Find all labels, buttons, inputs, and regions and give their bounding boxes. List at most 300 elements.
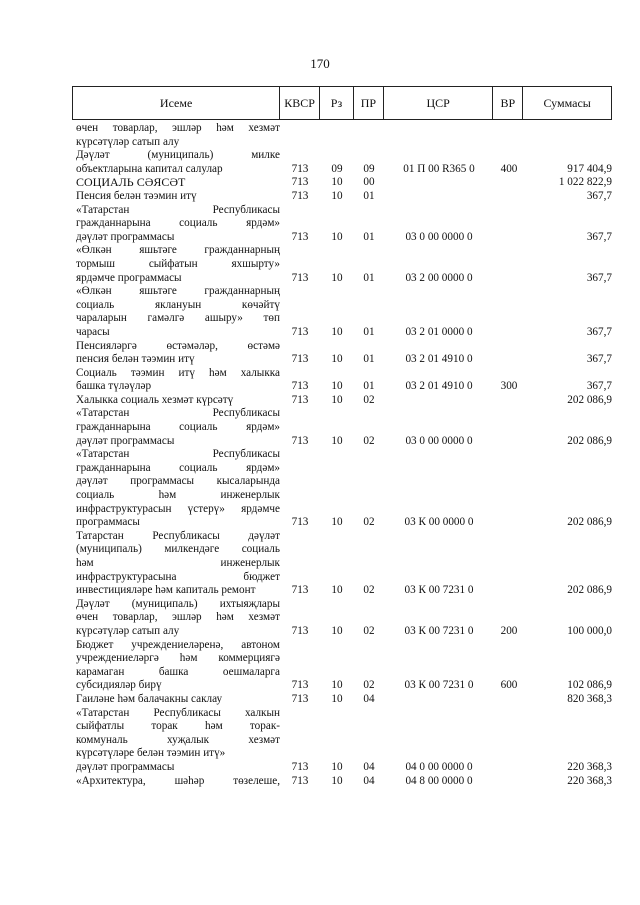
cell-kvsr [280, 720, 320, 734]
cell-csr: 03 К 00 7231 0 [404, 584, 474, 597]
cell-vr [494, 394, 524, 408]
table-row [76, 693, 612, 707]
cell-rz [320, 149, 354, 163]
cell-vr [494, 652, 524, 666]
table-row [76, 421, 612, 435]
cell-rz [320, 258, 354, 272]
cell-pr: 02 [363, 679, 375, 692]
cell-name: тормыш сыйфатын яхшырту» [76, 257, 280, 270]
header-rz: Рз [320, 87, 354, 119]
cell-pr [354, 136, 384, 150]
cell-sum: 202 086,9 [567, 584, 612, 597]
cell-name: субсидияләр бирү [76, 679, 162, 692]
cell-sum [524, 734, 612, 748]
table-row [76, 666, 612, 680]
cell-csr: 04 8 00 0000 0 [405, 774, 473, 787]
cell-csr [384, 312, 494, 326]
cell-name: күрсәтүләр сатып алу [76, 135, 180, 148]
cell-rz: 10 [331, 679, 343, 692]
cell-csr [384, 571, 494, 585]
cell-vr [494, 326, 524, 340]
cell-csr [384, 475, 494, 489]
cell-name: чараларын гамәлгә ашыру» төп [76, 312, 280, 325]
table-row [76, 475, 612, 489]
cell-name: Социаль тәэмин итү һәм халыкка [76, 366, 280, 379]
cell-pr [354, 530, 384, 544]
cell-csr [384, 707, 494, 721]
cell-name: программасы [76, 516, 140, 529]
cell-vr [494, 693, 524, 707]
cell-csr [384, 421, 494, 435]
cell-pr [354, 421, 384, 435]
cell-name: (муниципаль) милкендәге социаль [76, 543, 280, 556]
cell-sum [524, 448, 612, 462]
cell-vr [494, 503, 524, 517]
cell-pr: 09 [363, 162, 375, 175]
cell-name: инфраструктурасын үстерү» ярдәмче [76, 502, 280, 515]
cell-csr: 03 0 00 0000 0 [405, 230, 473, 243]
cell-sum [524, 204, 612, 218]
cell-kvsr: 713 [291, 189, 309, 202]
cell-csr [384, 734, 494, 748]
cell-kvsr [280, 707, 320, 721]
cell-csr [384, 747, 494, 761]
cell-vr [494, 598, 524, 612]
cell-kvsr: 713 [291, 774, 309, 787]
cell-csr [384, 543, 494, 557]
cell-kvsr [280, 611, 320, 625]
cell-sum [524, 666, 612, 680]
table-row [76, 557, 612, 571]
cell-name: чарасы [76, 325, 110, 338]
cell-rz [320, 421, 354, 435]
table-row [76, 407, 612, 421]
cell-name: Пенсия белән тәэмин итү [76, 189, 197, 202]
cell-vr [494, 761, 524, 775]
cell-csr [384, 258, 494, 272]
cell-rz [320, 543, 354, 557]
cell-rz [320, 489, 354, 503]
cell-kvsr [280, 503, 320, 517]
cell-rz: 10 [331, 176, 343, 189]
cell-vr [494, 312, 524, 326]
cell-rz: 10 [331, 692, 343, 705]
cell-kvsr [280, 557, 320, 571]
cell-sum [524, 340, 612, 354]
page-number: 170 [310, 56, 330, 71]
cell-pr [354, 489, 384, 503]
cell-vr: 200 [500, 624, 518, 637]
cell-csr [384, 598, 494, 612]
cell-kvsr: 713 [291, 176, 309, 189]
cell-kvsr [280, 747, 320, 761]
cell-csr: 01 П 00 R365 0 [403, 162, 475, 175]
cell-pr: 00 [363, 176, 375, 189]
table-row [76, 272, 612, 286]
cell-csr: 03 К 00 7231 0 [404, 624, 474, 637]
cell-rz [320, 720, 354, 734]
cell-pr [354, 747, 384, 761]
cell-name: Пенсияләргә өстәмәләр, өстәмә [76, 339, 280, 352]
cell-rz [320, 217, 354, 231]
cell-csr [384, 394, 494, 408]
cell-kvsr [280, 217, 320, 231]
cell-rz: 10 [331, 516, 343, 529]
cell-pr: 04 [363, 692, 375, 705]
table-row [76, 326, 612, 340]
cell-name: «Архитектура, шәһәр төзелеше, [76, 774, 280, 787]
cell-vr [494, 190, 524, 204]
cell-rz [320, 299, 354, 313]
cell-name: ярдәмче программасы [76, 271, 182, 284]
cell-rz [320, 652, 354, 666]
cell-kvsr: 713 [291, 162, 309, 175]
cell-rz [320, 503, 354, 517]
cell-pr [354, 217, 384, 231]
cell-pr [354, 367, 384, 381]
cell-csr [384, 720, 494, 734]
cell-vr [494, 149, 524, 163]
cell-vr: 600 [500, 679, 518, 692]
cell-sum [524, 407, 612, 421]
cell-csr: 03 К 00 0000 0 [404, 516, 474, 529]
cell-pr [354, 598, 384, 612]
cell-vr [494, 435, 524, 449]
cell-pr [354, 557, 384, 571]
cell-name: СОЦИАЛЬ СӘЯСӘТ [76, 175, 186, 190]
cell-vr [494, 462, 524, 476]
cell-sum: 820 368,3 [567, 692, 612, 705]
cell-name: дәүләт программасы [76, 230, 175, 243]
cell-rz [320, 448, 354, 462]
cell-rz [320, 462, 354, 476]
cell-name: Бюджет учреждениеләренә, автоном [76, 638, 280, 651]
cell-kvsr [280, 204, 320, 218]
cell-kvsr [280, 312, 320, 326]
cell-csr [384, 639, 494, 653]
cell-sum [524, 530, 612, 544]
cell-csr [384, 462, 494, 476]
table-row [76, 611, 612, 625]
table-row [76, 299, 612, 313]
cell-name: Халыкка социаль хезмәт күрсәтү [76, 393, 234, 406]
table-row [76, 367, 612, 381]
cell-pr: 04 [363, 760, 375, 773]
cell-name: гражданнарына социаль ярдәм» [76, 461, 280, 474]
cell-kvsr [280, 149, 320, 163]
cell-sum [524, 543, 612, 557]
cell-sum: 102 086,9 [567, 679, 612, 692]
cell-kvsr [280, 407, 320, 421]
cell-vr [494, 122, 524, 136]
header-csr: ЦСР [384, 87, 494, 119]
table-row [76, 312, 612, 326]
table-row [76, 258, 612, 272]
cell-kvsr: 713 [291, 325, 309, 338]
cell-kvsr: 713 [291, 516, 309, 529]
cell-csr [384, 190, 494, 204]
cell-name: гражданнарына социаль ярдәм» [76, 217, 280, 230]
cell-kvsr [280, 299, 320, 313]
cell-pr [354, 571, 384, 585]
cell-name: пенсия белән тәэмин итү [76, 353, 195, 366]
cell-rz: 10 [331, 353, 343, 366]
cell-kvsr: 713 [291, 271, 309, 284]
cell-csr [384, 448, 494, 462]
cell-csr [384, 666, 494, 680]
cell-sum [524, 489, 612, 503]
cell-name: өчен товарлар, эшләр һәм хезмәт [76, 122, 280, 134]
cell-sum [524, 149, 612, 163]
table-row [76, 435, 612, 449]
cell-rz: 09 [331, 162, 343, 175]
table-row [76, 136, 612, 150]
cell-csr [384, 122, 494, 136]
cell-kvsr [280, 652, 320, 666]
cell-name: объектларына капитал салулар [76, 162, 223, 175]
cell-vr [494, 775, 524, 789]
table-row [76, 761, 612, 775]
cell-kvsr: 713 [291, 380, 309, 393]
cell-csr [384, 611, 494, 625]
cell-pr [354, 543, 384, 557]
cell-vr [494, 176, 524, 190]
cell-rz [320, 340, 354, 354]
cell-csr [384, 176, 494, 190]
cell-pr [354, 258, 384, 272]
cell-kvsr [280, 462, 320, 476]
cell-kvsr [280, 543, 320, 557]
cell-kvsr: 713 [291, 353, 309, 366]
cell-kvsr [280, 598, 320, 612]
cell-sum [524, 285, 612, 299]
cell-rz [320, 475, 354, 489]
cell-csr: 03 0 00 0000 0 [405, 434, 473, 447]
cell-csr [384, 217, 494, 231]
cell-sum [524, 652, 612, 666]
cell-pr: 02 [363, 434, 375, 447]
cell-name: социаль яклануын көчәйтү [76, 298, 280, 311]
cell-name: коммуналь хуҗалык хезмәт [76, 733, 280, 746]
table-header [72, 86, 612, 120]
cell-csr [384, 407, 494, 421]
cell-name: башка түләүләр [76, 380, 152, 393]
cell-rz [320, 367, 354, 381]
cell-pr [354, 149, 384, 163]
cell-rz [320, 598, 354, 612]
cell-csr: 03 2 01 0000 0 [405, 325, 473, 338]
cell-pr [354, 475, 384, 489]
cell-kvsr: 713 [291, 434, 309, 447]
cell-name: Гаиләне һәм балачакны саклау [76, 692, 223, 705]
cell-pr [354, 285, 384, 299]
table-row [76, 734, 612, 748]
cell-vr [494, 543, 524, 557]
cell-sum: 367,7 [586, 271, 612, 284]
table-row [76, 516, 612, 530]
table-row [76, 503, 612, 517]
cell-sum [524, 217, 612, 231]
cell-vr [494, 720, 524, 734]
cell-sum: 917 404,9 [567, 162, 612, 175]
cell-name: һәм инженерлык [76, 557, 280, 569]
cell-csr: 03 2 01 4910 0 [405, 353, 473, 366]
table-row [76, 448, 612, 462]
cell-sum: 367,7 [586, 380, 612, 393]
header-kvsr: КВСР [280, 87, 320, 119]
cell-vr [494, 136, 524, 150]
header-pr: ПР [354, 87, 384, 119]
cell-pr: 02 [363, 584, 375, 597]
cell-kvsr: 713 [291, 760, 309, 773]
cell-sum [524, 639, 612, 653]
cell-name: Татарстан Республикасы дәүләт [76, 529, 280, 542]
table-row [76, 747, 612, 761]
cell-sum [524, 421, 612, 435]
cell-sum [524, 557, 612, 571]
cell-rz [320, 747, 354, 761]
cell-name: «Татарстан Республикасы халкын [76, 706, 280, 719]
cell-sum [524, 299, 612, 313]
cell-rz [320, 285, 354, 299]
cell-sum [524, 244, 612, 258]
cell-pr [354, 244, 384, 258]
cell-rz: 10 [331, 434, 343, 447]
cell-csr [384, 136, 494, 150]
cell-sum: 202 086,9 [567, 516, 612, 529]
table-row [76, 204, 612, 218]
cell-csr [384, 530, 494, 544]
cell-kvsr [280, 136, 320, 150]
cell-pr [354, 462, 384, 476]
cell-pr [354, 611, 384, 625]
cell-vr [494, 489, 524, 503]
cell-kvsr [280, 639, 320, 653]
table-row [76, 530, 612, 544]
cell-kvsr [280, 421, 320, 435]
cell-pr: 01 [363, 189, 375, 202]
cell-pr [354, 407, 384, 421]
cell-pr: 01 [363, 230, 375, 243]
table-row [76, 584, 612, 598]
cell-csr: 04 0 00 0000 0 [405, 760, 473, 773]
cell-csr [384, 367, 494, 381]
cell-rz [320, 571, 354, 585]
cell-sum [524, 747, 612, 761]
cell-rz: 10 [331, 271, 343, 284]
cell-pr: 01 [363, 380, 375, 393]
table-row [76, 244, 612, 258]
cell-rz: 10 [331, 774, 343, 787]
cell-name: Дәүләт (муниципаль) ихтыяҗлары [76, 597, 280, 610]
cell-kvsr [280, 734, 320, 748]
cell-name: социаль һәм инженерлык [76, 489, 280, 502]
cell-sum [524, 312, 612, 326]
cell-kvsr [280, 244, 320, 258]
cell-rz [320, 122, 354, 136]
cell-name: дәүләт программасы [76, 760, 175, 773]
cell-vr [494, 475, 524, 489]
cell-csr [384, 285, 494, 299]
cell-sum: 367,7 [586, 325, 612, 338]
cell-vr [494, 367, 524, 381]
table-row [76, 353, 612, 367]
cell-pr [354, 707, 384, 721]
cell-sum: 367,7 [586, 189, 612, 202]
cell-rz [320, 204, 354, 218]
cell-sum [524, 122, 612, 136]
table-row [76, 394, 612, 408]
cell-vr [494, 340, 524, 354]
cell-pr [354, 312, 384, 326]
cell-csr [384, 299, 494, 313]
cell-name: Дәүләт (муниципаль) милке [76, 149, 280, 162]
cell-pr [354, 340, 384, 354]
header-sum: Суммасы [543, 95, 591, 110]
cell-name: «Өлкән яшьтәге гражданнарның [76, 285, 280, 298]
cell-rz: 10 [331, 624, 343, 637]
cell-name: «Өлкән яшьтәге гражданнарның [76, 244, 280, 257]
table-row [76, 380, 612, 394]
cell-csr: 03 2 01 4910 0 [405, 380, 473, 393]
cell-sum [524, 571, 612, 585]
cell-pr [354, 503, 384, 517]
cell-pr [354, 652, 384, 666]
cell-sum [524, 367, 612, 381]
cell-rz: 10 [331, 393, 343, 406]
cell-vr [494, 285, 524, 299]
cell-sum: 1 022 822,9 [558, 176, 612, 189]
cell-kvsr [280, 367, 320, 381]
cell-name: «Татарстан Республикасы [76, 448, 280, 461]
cell-sum: 202 086,9 [567, 393, 612, 406]
cell-pr: 02 [363, 516, 375, 529]
cell-name: дәүләт программасы кысаларында [76, 475, 280, 488]
cell-vr [494, 204, 524, 218]
table-row [76, 489, 612, 503]
cell-sum [524, 707, 612, 721]
cell-vr [494, 407, 524, 421]
cell-pr [354, 720, 384, 734]
cell-name: инфраструктурасына бюджет [76, 570, 280, 583]
cell-kvsr [280, 122, 320, 136]
cell-rz [320, 666, 354, 680]
table-row [76, 190, 612, 204]
cell-pr: 01 [363, 353, 375, 366]
cell-rz: 10 [331, 189, 343, 202]
cell-name: күрсәтүләре белән тәэмин итү» [76, 747, 226, 760]
table-row [76, 149, 612, 163]
cell-csr [384, 557, 494, 571]
cell-rz: 10 [331, 380, 343, 393]
table-row [76, 122, 612, 136]
cell-sum [524, 136, 612, 150]
cell-vr [494, 516, 524, 530]
cell-pr [354, 639, 384, 653]
cell-pr [354, 204, 384, 218]
table-row [76, 707, 612, 721]
table-row [76, 462, 612, 476]
cell-kvsr: 713 [291, 584, 309, 597]
cell-name: дәүләт программасы [76, 434, 175, 447]
cell-name: күрсәтүләр сатып алу [76, 624, 180, 637]
cell-sum [524, 611, 612, 625]
header-vr: ВР [493, 87, 523, 119]
cell-sum: 367,7 [586, 230, 612, 243]
cell-kvsr: 713 [291, 624, 309, 637]
header-name: Исеме [73, 87, 280, 119]
cell-kvsr: 713 [291, 679, 309, 692]
